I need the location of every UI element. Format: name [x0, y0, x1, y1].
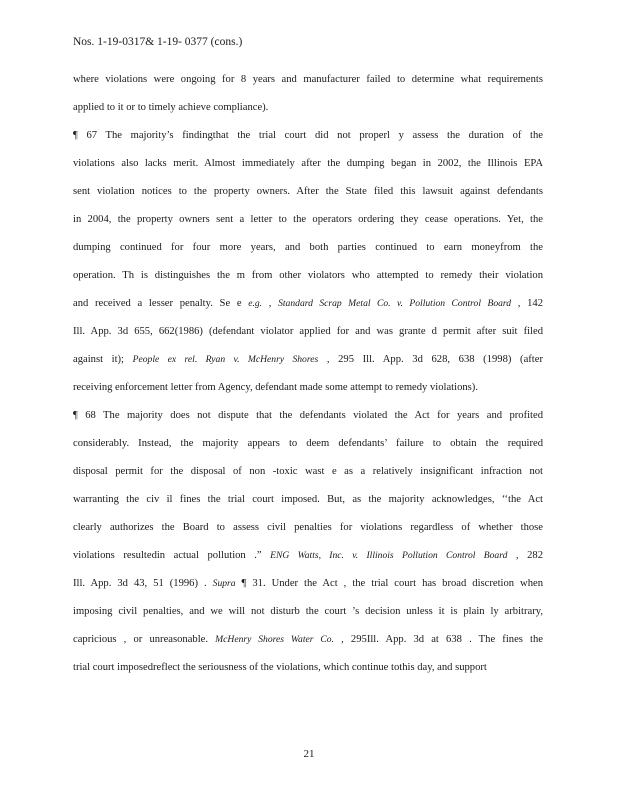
text-line	[73, 437, 543, 450]
text-segment: warranting the civ il fines the trial court imposed. But, as the majority acknowledges, ‘‘the Act	[73, 494, 543, 505]
text-segment: trial court imposedreflect the seriousness of the violations, which continue tothis day, and support	[73, 662, 487, 673]
text-segment: and received a lesser penalty. Se e	[73, 298, 249, 309]
case-number-header: Nos. 1-19-0317& 1-19- 0377 (cons.)	[73, 36, 243, 48]
text-segment: capricious , or unreasonable.	[73, 634, 216, 645]
text-segment: imposing civil penalties, and we will not disturb the court ’s decision unless it is plain ly arbitrary,	[73, 606, 543, 617]
case-citation: e.g.	[248, 298, 263, 309]
text-line	[73, 101, 543, 114]
text-line	[73, 129, 543, 142]
text-line	[73, 465, 543, 478]
text-segment: applied to it or to timely achieve compliance).	[73, 102, 269, 113]
text-line	[73, 661, 543, 674]
text-line	[73, 353, 543, 366]
page-number: 21	[303, 748, 315, 760]
text-segment: disposal permit for the disposal of non -toxic wast e as a relatively insignificant infraction not	[73, 466, 543, 477]
text-segment: in 2004, the property owners sent a letter to the operators ordering they cease operations. Yet, the	[73, 214, 543, 225]
text-line	[73, 493, 543, 506]
text-line	[73, 325, 543, 338]
text-segment: operation. Th is distinguishes the m from other violators who attempted to remedy their violation	[73, 270, 543, 281]
text-segment: violations resultedin actual pollution .”	[73, 550, 271, 561]
case-citation: McHenry Shores Water Co.	[215, 634, 334, 645]
text-line	[73, 409, 543, 422]
text-segment: sent violation notices to the property owners. After the State filed this lawsuit against defendants	[73, 186, 543, 197]
text-line	[73, 269, 543, 282]
text-line	[73, 521, 543, 534]
text-line	[73, 605, 543, 618]
text-segment: , 295 Ill. App. 3d 628, 638 (1998) (after	[318, 354, 543, 365]
text-segment: ¶ 31. Under the Act , the trial court has broad discretion when	[235, 578, 544, 589]
case-citation: Standard Scrap Metal Co. v. Pollution Control Board	[278, 298, 512, 309]
text-line	[73, 73, 543, 86]
text-line	[73, 549, 543, 562]
case-citation: ENG Watts, Inc. v. Illinois Pollution Control Board	[270, 550, 508, 561]
text-segment: considerably. Instead, the majority appears to deem defendants’ failure to obtain the required	[73, 438, 543, 449]
text-segment: violations also lacks merit. Almost immediately after the dumping began in 2002, the Illinois EPA	[73, 158, 543, 169]
text-segment: Ill. App. 3d 43, 51 (1996) .	[73, 578, 213, 589]
text-segment: Ill. App. 3d 655, 662(1986) (defendant violator applied for and was grante d permit after suit filed	[73, 326, 543, 337]
case-citation: Supra	[212, 578, 236, 589]
text-segment: , 142	[511, 298, 543, 309]
text-line	[73, 633, 543, 646]
text-line	[73, 185, 543, 198]
text-segment: against it);	[73, 354, 133, 365]
text-segment: dumping continued for four more years, and both parties continued to earn moneyfrom the	[73, 242, 543, 253]
text-line	[73, 241, 543, 254]
text-segment: , 282	[507, 550, 543, 561]
text-segment: ¶ 68 The majority does not dispute that the defendants violated the Act for years and profited	[73, 410, 543, 421]
text-line	[73, 157, 543, 170]
text-segment: where violations were ongoing for 8 years and manufacturer failed to determine what requirements	[73, 74, 543, 85]
case-citation: People ex rel. Ryan v. McHenry Shores	[132, 354, 319, 365]
text-line	[73, 297, 543, 310]
text-segment: ,	[262, 298, 279, 309]
text-segment: receiving enforcement letter from Agency, defendant made some attempt to remedy violations).	[73, 382, 478, 393]
text-line	[73, 213, 543, 226]
text-segment: clearly authorizes the Board to assess civil penalties for violations regardless of whether those	[73, 522, 543, 533]
text-segment: , 295Ill. App. 3d at 638 . The fines the	[333, 634, 543, 645]
text-segment: ¶ 67 The majority’s findingthat the trial court did not properl y assess the duration of the	[73, 130, 543, 141]
text-line	[73, 577, 543, 590]
text-line	[73, 381, 543, 394]
